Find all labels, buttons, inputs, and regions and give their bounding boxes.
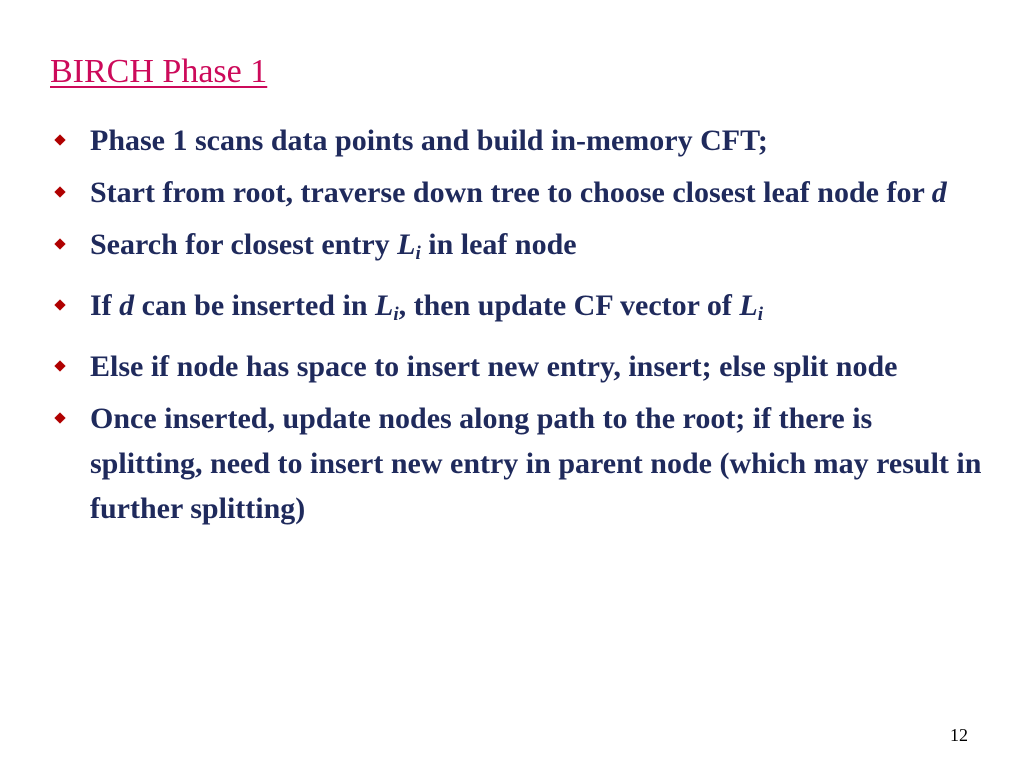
bullet-text-segment: d: [931, 176, 947, 209]
slide-title: BIRCH Phase 1: [50, 53, 268, 90]
bullet-text-segment: L: [397, 228, 416, 261]
diamond-bullet-icon: [54, 238, 65, 249]
bullet-text-segment: Search for closest entry: [90, 228, 398, 261]
page-number: 12: [950, 725, 968, 745]
bullet-text-segment: L: [375, 289, 394, 322]
bullet-text-segment: Else if node has space to insert new entry, insert; else split node: [90, 350, 898, 383]
bullet-text-segment: i: [415, 243, 421, 264]
bullet-item: [50, 222, 990, 276]
bullet-text-segment: i: [393, 304, 399, 325]
bullet-text-segment: If: [90, 289, 120, 322]
bullet-text-segment: Once inserted, update nodes along path to the root; if there is splitting, need to insert new entry in parent node (which may result in further splitting): [90, 402, 982, 525]
bullet-text-segment: d: [119, 289, 135, 322]
diamond-bullet-icon: [54, 134, 65, 145]
diamond-bullet-icon: [54, 186, 65, 197]
bullet-text-segment: i: [757, 304, 764, 325]
bullet-text-segment: can be inserted in: [134, 289, 376, 322]
diamond-bullet-icon: [54, 412, 65, 423]
bullet-text-segment: L: [739, 289, 758, 322]
diamond-bullet-icon: [54, 299, 65, 310]
bullet-item: [50, 283, 990, 337]
bullet-text-segment: Phase 1 scans data points and build in-memory CFT;: [90, 124, 768, 157]
bullet-text-segment: , then update CF vector of: [398, 289, 740, 322]
bullet-item: [50, 344, 990, 389]
bullet-text-segment: in leaf node: [420, 228, 577, 261]
bullet-text-segment: Start from root, traverse down tree to choose closest leaf node for: [90, 176, 932, 209]
bullet-item: [50, 118, 990, 163]
bullet-list: [50, 118, 990, 538]
bullet-item: [50, 170, 990, 215]
diamond-bullet-icon: [54, 360, 65, 371]
bullet-item: [50, 396, 990, 531]
